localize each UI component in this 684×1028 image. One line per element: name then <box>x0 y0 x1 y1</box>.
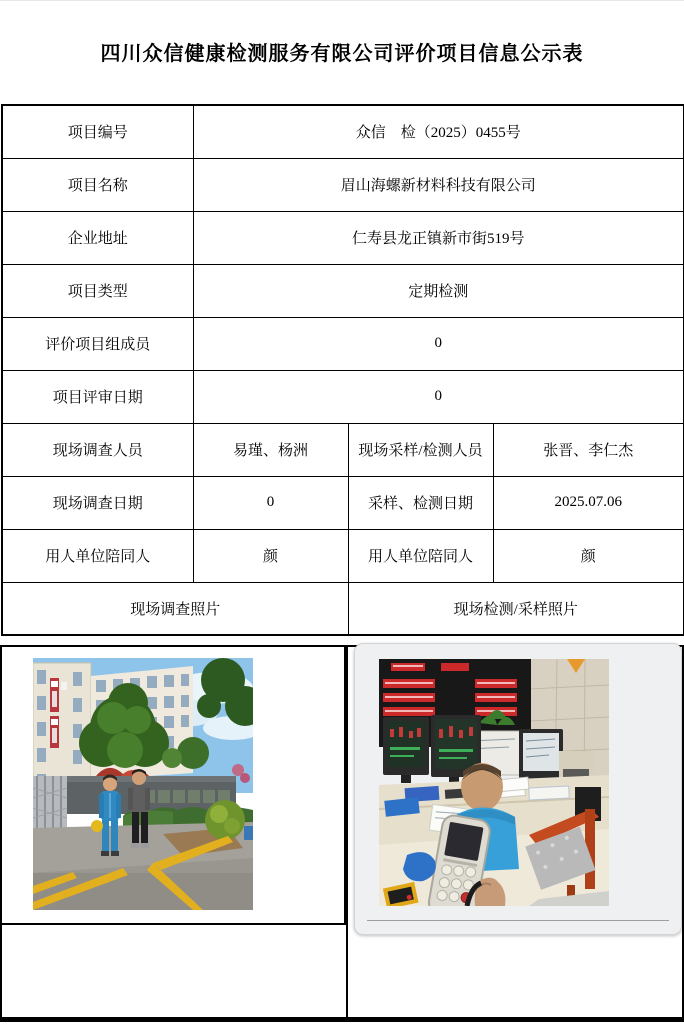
table-row <box>2 211 684 264</box>
row-label: 采样、检测日期 <box>348 476 493 529</box>
row-value: 定期检测 <box>193 264 684 317</box>
table-row <box>2 105 684 158</box>
table-row <box>2 317 684 370</box>
sampling-photo-frame <box>354 643 682 935</box>
row-value: 0 <box>193 317 684 370</box>
table-row <box>2 370 684 423</box>
sampling-photo <box>379 659 609 906</box>
table-row <box>2 264 684 317</box>
row-value: 仁寿县龙正镇新市街519号 <box>193 211 684 264</box>
table-row <box>2 158 684 211</box>
investigation-photo <box>33 658 253 910</box>
row-label: 现场调查日期 <box>2 476 193 529</box>
table-row <box>2 476 684 529</box>
row-value: 眉山海螺新材料科技有限公司 <box>193 158 684 211</box>
row-label: 项目评审日期 <box>2 370 193 423</box>
row-value: 众信 检（2025）0455号 <box>193 105 684 158</box>
row-value: 张晋、李仁杰 <box>493 423 684 476</box>
photo-header-left: 现场调查照片 <box>2 582 348 635</box>
row-label: 现场采样/检测人员 <box>348 423 493 476</box>
row-label: 现场调查人员 <box>2 423 193 476</box>
table-row <box>2 423 684 476</box>
row-label: 用人单位陪同人 <box>2 529 193 582</box>
row-label: 企业地址 <box>2 211 193 264</box>
row-value: 颜 <box>493 529 684 582</box>
photo-cell-sampling <box>348 647 682 1017</box>
photo-header-right: 现场检测/采样照片 <box>348 582 684 635</box>
photos-section <box>0 645 684 1022</box>
row-label: 项目名称 <box>2 158 193 211</box>
table-row <box>2 529 684 582</box>
photo-cell-investigation <box>2 647 348 1017</box>
row-value: 2025.07.06 <box>493 476 684 529</box>
photo-header-row <box>2 582 684 635</box>
row-label: 用人单位陪同人 <box>348 529 493 582</box>
row-value: 0 <box>193 476 348 529</box>
page-title: 四川众信健康检测服务有限公司评价项目信息公示表 <box>100 43 584 65</box>
row-value: 颜 <box>193 529 348 582</box>
row-label: 项目编号 <box>2 105 193 158</box>
row-value: 易瑾、杨洲 <box>193 423 348 476</box>
photo-frame-shadow <box>367 920 669 921</box>
row-value: 0 <box>193 370 684 423</box>
investigation-photo-frame <box>0 645 346 925</box>
project-info-table <box>1 104 684 636</box>
row-label: 评价项目组成员 <box>2 317 193 370</box>
row-label: 项目类型 <box>2 264 193 317</box>
